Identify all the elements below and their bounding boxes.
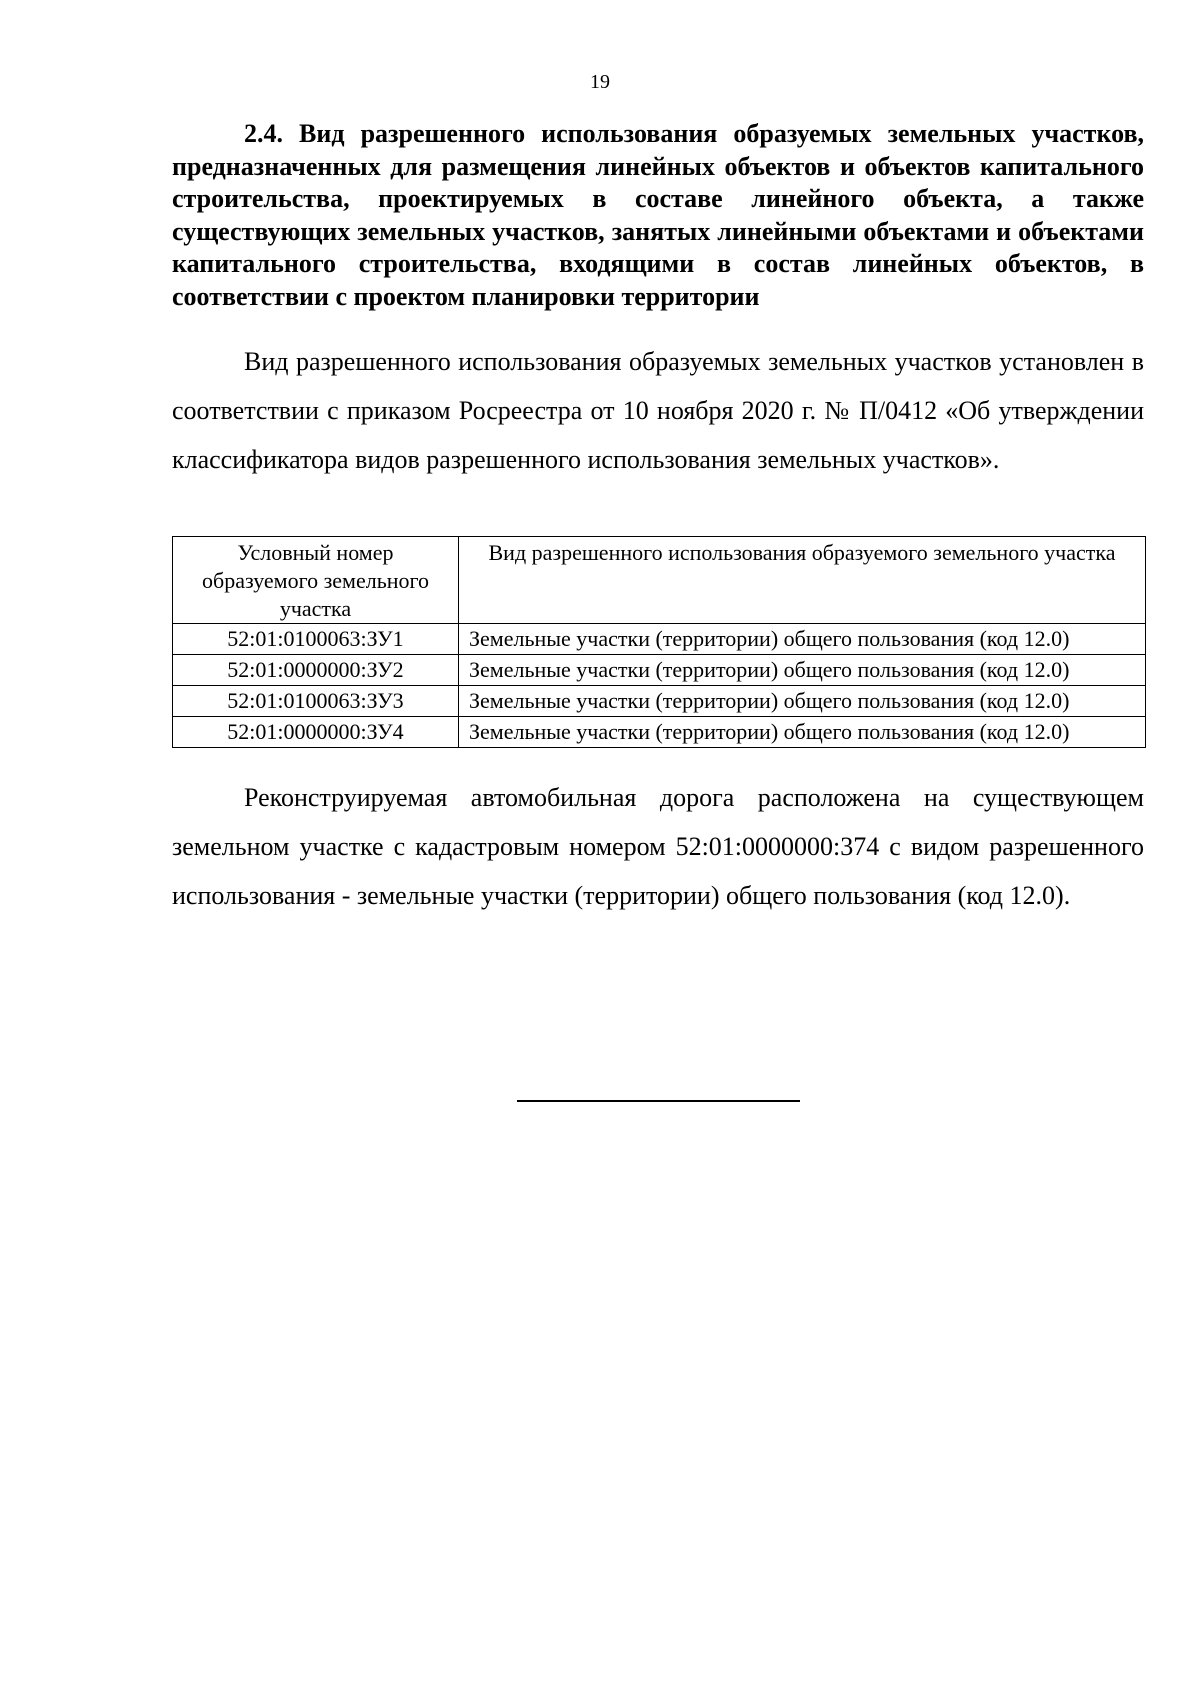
parcel-number-cell: 52:01:0000000:ЗУ4 [173, 717, 459, 748]
permitted-use-cell: Земельные участки (территории) общего пользования (код 12.0) [459, 655, 1146, 686]
table-row [173, 624, 1146, 655]
end-divider [517, 1100, 800, 1102]
permitted-use-cell: Земельные участки (территории) общего пользования (код 12.0) [459, 624, 1146, 655]
parcel-number-cell: 52:01:0100063:ЗУ1 [173, 624, 459, 655]
parcel-number-cell: 52:01:0000000:ЗУ2 [173, 655, 459, 686]
table-header-row [173, 537, 1146, 624]
intro-paragraph: Вид разрешенного использования образуемых земельных участков установлен в соответствии с приказом Росреестра от 10 ноября 2020 г. № П/0412 «Об утверждении классификатора видов разрешенного использования земельных участков». [172, 347, 1144, 474]
permitted-use-cell: Земельные участки (территории) общего пользования (код 12.0) [459, 717, 1146, 748]
permitted-use-cell: Земельные участки (территории) общего пользования (код 12.0) [459, 686, 1146, 717]
header-permitted-use: Вид разрешенного использования образуемого земельного участка [459, 537, 1146, 624]
road-paragraph: Реконструируемая автомобильная дорога расположена на существующем земельном участке с кадастровым номером 52:01:0000000:374 с видом разрешенного использования - земельные участки (территории) общего пользования (код 12.0). [172, 783, 1144, 910]
page-number: 19 [590, 71, 610, 93]
header-parcel-number: Условный номер образуемого земельного участка [173, 537, 459, 624]
section-heading: 2.4. Вид разрешенного использования образуемых земельных участков, предназначенных для размещения линейных объектов и объектов капитального строительства, проектируемых в составе линейного объекта, а также существующих земельных участков, занятых линейными объектами и объектами капитального строительства, входящими в состав линейных объектов, в соответствии с проектом планировки территории [172, 119, 1144, 311]
table-row [173, 717, 1146, 748]
parcel-table [172, 536, 1146, 748]
table-row [173, 655, 1146, 686]
parcel-number-cell: 52:01:0100063:ЗУ3 [173, 686, 459, 717]
table-row [173, 686, 1146, 717]
